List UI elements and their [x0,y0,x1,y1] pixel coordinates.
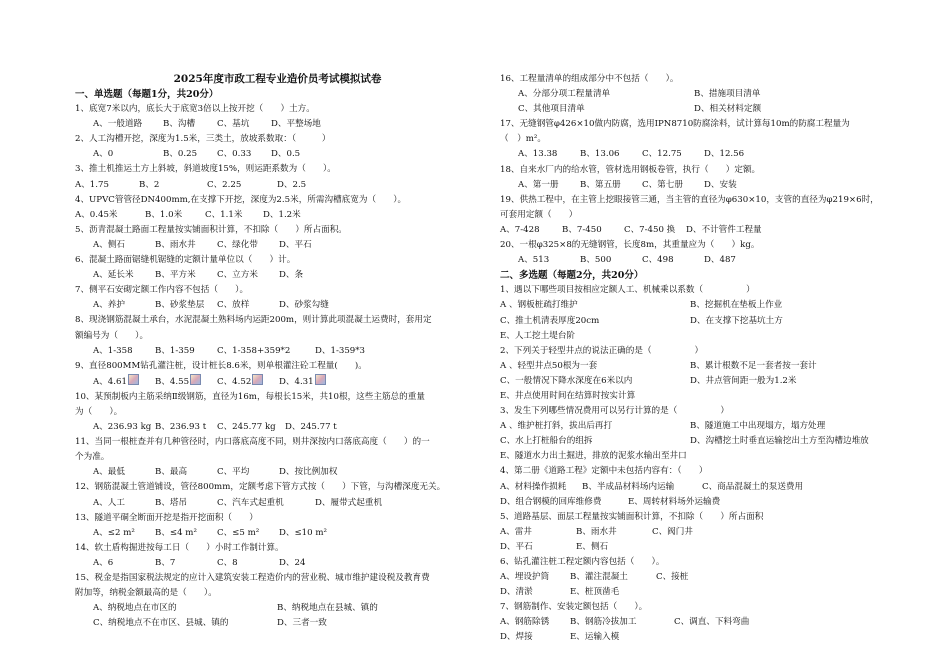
option-row [500,434,885,449]
option: D、履带式起重机 [315,497,383,508]
option: A、≤2 m² [93,527,135,538]
option: C、7-450 换 [624,224,676,235]
option: C、平均 [217,467,250,478]
option: A、236.93 kg [93,422,152,433]
option: A、雷井 [500,526,532,537]
option: B、钢筋冷拔加工 [570,617,637,628]
option: A、13.38 [518,149,558,160]
question-text: 19、供热工程中，在主管上挖眼接管三通，当主管的直径为φ630×10，支管的直径为φ219×6时， [500,194,879,205]
option: C、纳税地点不在市区、县城、镇的 [93,618,229,629]
option: D、平石 [500,541,533,552]
question-text: 4、UPVC管管径DN400mm,在支撑下开挖，深度为2.5米，所需沟槽底宽为（ ）。 [75,194,407,205]
question-text: 16、工程量清单的组成部分中不包括（ ）。 [500,74,679,84]
question-text: 8、现浇钢筋混凝土承台，水泥混凝土熟料场内运距200m，则计算此项混凝土运费时，套用定 [75,315,432,326]
option-row [500,495,885,510]
option: B、2 [139,179,160,190]
option: C、8 [217,557,238,568]
option: B、1.0米 [145,209,183,220]
option: D、相关材料定额 [694,104,762,115]
option: B、挖掘机在垫板上作业 [690,300,783,311]
option: C、1.1米 [205,209,243,220]
option: D、1.2米 [263,209,301,220]
option: C、一般情况下降水深度在6米以内 [500,375,633,386]
option: C、基坑 [217,119,250,130]
option: B、13.06 [580,149,620,160]
option: D、24 [279,557,306,568]
option: C、阀门井 [652,526,693,537]
question-text: 2、下列关于轻型井点的说法正确的是（ ） [500,345,704,356]
section-multi-choice: 二、多选题（每题2分，共20分） [500,270,644,282]
option-row [500,374,885,389]
option [217,374,279,390]
option: A、最低 [93,467,125,478]
option: C、第七册 [642,179,683,190]
option-row [75,344,480,359]
option: D、焊接 [500,632,533,643]
question-text: 7、钢筋制作、安装定额包括（ ）。 [500,602,648,613]
option: D、平整场地 [271,119,321,130]
option: E、桩顶凿毛 [570,587,620,598]
option-row [500,630,885,645]
option: D、三者一致 [277,618,327,629]
option-row [500,87,885,102]
question-text: 12、钢筋混凝土管道铺设，管径800mm，定额考虑下管方式按（ ）下管，与沟槽深度无关。 [75,482,446,493]
option: C、498 [642,255,674,266]
option: D、井点管间距一般为1.2米 [690,375,797,386]
option: B、236.93 t [155,422,207,433]
image-placeholder-icon [252,374,263,385]
question-text: 3、推土机推运土方上斜坡，斜道坡度15%，则运距系数为（ ）。 [75,164,336,175]
option [93,374,155,390]
question-text: E、人工挖土堤台阶 [500,330,576,341]
option: B、沟槽 [163,119,196,130]
option: A、钢筋除锈 [500,617,550,628]
option-row [75,496,480,511]
option: A、材料操作损耗 [500,481,567,492]
question-text: 9、直径800MM钻孔灌注桩，设计桩长8.6米，则单根灌注砼工程量( )。 [75,360,367,371]
option: C、立方米 [217,270,258,281]
option: B、0.25 [163,149,198,160]
option: A、第一册 [518,179,559,190]
option-row [75,238,480,253]
question-text: 1、底宽7米以内，底长大于底宽3倍以上按开挖（ ）土方。 [75,104,315,115]
option: D、1-359*3 [315,345,366,356]
option-row [75,298,480,313]
option: A、0.45米 [75,209,118,220]
question-text: 11、当同一根桩查并有几种管径时，内口落底高度不同，则井深按内口落底高度（ ）的一 [75,437,430,448]
option: C、≤5 m² [217,527,260,538]
option: B、砂浆垫层 [155,300,205,311]
option: A、分部分项工程量清单 [518,89,611,100]
option: D、条 [279,270,304,281]
option: A、埋设护筒 [500,572,550,583]
option: B、7 [155,557,176,568]
question-text: 可套用定额（ ） [500,209,578,220]
option [279,374,341,390]
option: B、半成品材料场内运输 [582,481,675,492]
right-question-list [500,72,885,646]
option: B、纳税地点在县城、镇的 [277,603,378,614]
option-row [500,419,885,434]
option: B、平方米 [155,270,196,281]
option: D、245.77 t [285,422,337,433]
option-row [500,147,885,162]
image-placeholder-icon [190,374,201,385]
option: C、商品混凝土的泵送费用 [702,481,804,492]
option: E、运输入模 [570,632,620,643]
question-text: 1、遇以下哪些项目按相应定额人工、机械乘以系数（ ） [500,285,755,296]
option-row [75,268,480,283]
option-row [500,615,885,630]
option-row [500,540,885,555]
option-row [75,178,480,193]
option: D、安装 [704,179,737,190]
option: D、≤10 m² [279,527,327,538]
image-placeholder-icon [315,374,326,385]
question-text: 18、自来水厂内的给水管，管材选用钢板卷管，执行（ ）定额。 [500,164,761,175]
question-text: 7、侧平石安砌定额工作内容不包括（ ）。 [75,285,249,296]
option: B、雨水井 [155,239,196,250]
question-text: E、井点使用时间在结算时按实计算 [500,390,636,401]
question-text: 13、隧道平硐全断面开挖是指开挖面积（ ） [75,512,258,523]
option-row [500,102,885,117]
option: B、最高 [155,467,188,478]
question-text: 14、软土盾构掘进按每工日（ ）小时工作制计算。 [75,542,284,553]
question-text: 3、发生下列哪些情况费用可以另行计算的是（ ） [500,406,729,417]
option: C、2.25 [207,179,242,190]
option: D、按比例加权 [279,467,338,478]
option: D、不计管件工程量 [686,224,762,235]
question-text: 10、某预制板内主筋采纳Ⅱ级钢筋，直径为16m，每根长15米，共10根，这些主筋总的重量 [75,391,425,402]
option: A 、维护桩打斜，拔出后再打 [500,421,613,432]
option-row [75,526,480,541]
option: A、纳税地点在市区的 [93,603,177,614]
option: C、12.75 [642,149,682,160]
option [155,374,217,390]
option: D、0.5 [271,149,301,160]
option: B、累计根数不足一套者按一套计 [690,360,817,371]
option-row [500,298,885,313]
option: C、绿化带 [217,239,258,250]
question-text: 5、道路基层、面层工程量按实铺面积计算，不扣除（ ）所占面积 [500,511,764,522]
question-text: 额编号为（ ）。 [75,330,149,341]
option: B、灌注混凝土 [570,572,628,583]
option: B、塔吊 [155,497,188,508]
option-row [75,616,480,631]
option: D、组合钢模的回库维修费 [500,496,602,507]
option-row [500,359,885,374]
option-row [75,601,480,616]
option-label: B、4.55 [155,376,190,387]
exam-title: 2025年度市政工程专业造价员考试模拟试卷 [173,73,382,85]
option: C、调直、下料弯曲 [674,617,750,628]
option: A、1-358 [93,345,133,356]
question-text: 5、沥青混凝土路面工程量按实铺面积计算，不扣除（ ）所占面积。 [75,224,347,235]
option-row [500,253,885,268]
question-text: 15、税金是指国家税法规定的应计入建筑安装工程造价内的营业税、城市维护建设税及教育费 [75,573,430,583]
option: A、0 [93,149,114,160]
option-label: D、4.31 [279,376,314,387]
question-text: 6、混凝土路面锯缝机锯缝的定额计量单位以（ ）计。 [75,255,296,266]
option: E、周转材料场外运输费 [628,496,721,507]
option-row [500,525,885,540]
option: C、放样 [217,300,250,311]
option: A、人工 [93,497,125,508]
right-column [500,72,885,646]
question-text: 20、一根φ325×8的无缝钢管，长度8m，其重量应为（ ）kg。 [500,240,760,251]
question-text: 17、无缝钢管φ426×10做内防腐，选用IPN8710防腐涂料，试计算每10m的防腐工程量为 [500,119,850,130]
option-row [75,117,480,132]
option: A、一般道路 [93,119,143,130]
question-text: 4、第二册《道路工程》定额中未包括内容有：（ ） [500,466,708,477]
option: A、侧石 [93,239,125,250]
option: D、砂浆勾缝 [279,300,329,311]
option-row [500,570,885,585]
option-row [500,314,885,329]
option: B、措施项目清单 [694,89,761,100]
option: B、隧道施工中出现塌方，塌方处理 [690,421,826,432]
option: B、7-450 [562,224,602,235]
question-text: 附加等，纳税金额最高的是（ ）。 [75,588,217,599]
option-row [75,556,480,571]
option: A、513 [518,255,550,266]
option: A、1.75 [75,179,109,190]
option: C、245.77 kg [217,422,276,433]
option: D、沟槽挖土时垂直运输挖出土方至沟槽边堆放 [690,436,869,447]
option: D、清淤 [500,587,533,598]
question-text: 个为准。 [75,452,110,463]
option: A、7-428 [500,224,540,235]
option-label: C、4.52 [217,376,252,387]
option: C、推土机清表厚度20cm [500,315,600,326]
option: C、1-358+359*2 [217,345,291,356]
option-row [75,420,480,435]
option: A、6 [93,557,114,568]
left-column [75,72,480,631]
option-row [500,480,885,495]
option: B、≤4 m² [155,527,197,538]
option: A 、轻型井点50根为一套 [500,360,598,371]
option: B、500 [580,255,612,266]
option: B、1-359 [155,345,195,356]
image-placeholder-icon [128,374,139,385]
option: D、487 [704,255,736,266]
option: C、汽车式起重机 [217,497,284,508]
option: D、2.5 [277,179,307,190]
option: C、其他项目清单 [518,104,585,115]
option-row [75,465,480,480]
option-row [500,223,885,238]
option-row [500,585,885,600]
option: C、0.33 [217,149,252,160]
option-row [500,178,885,193]
option: D、12.56 [704,149,745,160]
option: B、第五册 [580,179,621,190]
section-single-choice: 一、单选题（每题1分，共20分） [75,89,219,100]
option: A 、钢板桩疏打维护 [500,300,578,311]
option: A、养护 [93,300,125,311]
option: C、水上打桩船台的组拆 [500,436,593,447]
option: E、侧石 [576,541,609,552]
question-text: （ ）m²。 [500,134,546,145]
option-row [75,208,480,223]
option-label: A、4.61 [93,376,127,387]
option: D、在支撑下挖基坑土方 [690,315,783,326]
question-text: 6、钻孔灌注桩工程定额内容包括（ ）。 [500,557,665,567]
option: C、接桩 [656,572,689,583]
option: D、平石 [279,239,312,250]
question-text: E、隧道水力出土掘进，排放的泥浆水输出至井口 [500,451,687,462]
option: B、雨水井 [576,526,617,537]
option-row [75,147,480,162]
question-text: 2、人工沟槽开挖，深度为1.5米，三类土，放坡系数取：（ ） [75,134,331,145]
question-text: 为（ ）。 [75,406,123,417]
left-question-list [75,102,480,631]
option: A、延长米 [93,270,134,281]
option-row [75,374,480,390]
